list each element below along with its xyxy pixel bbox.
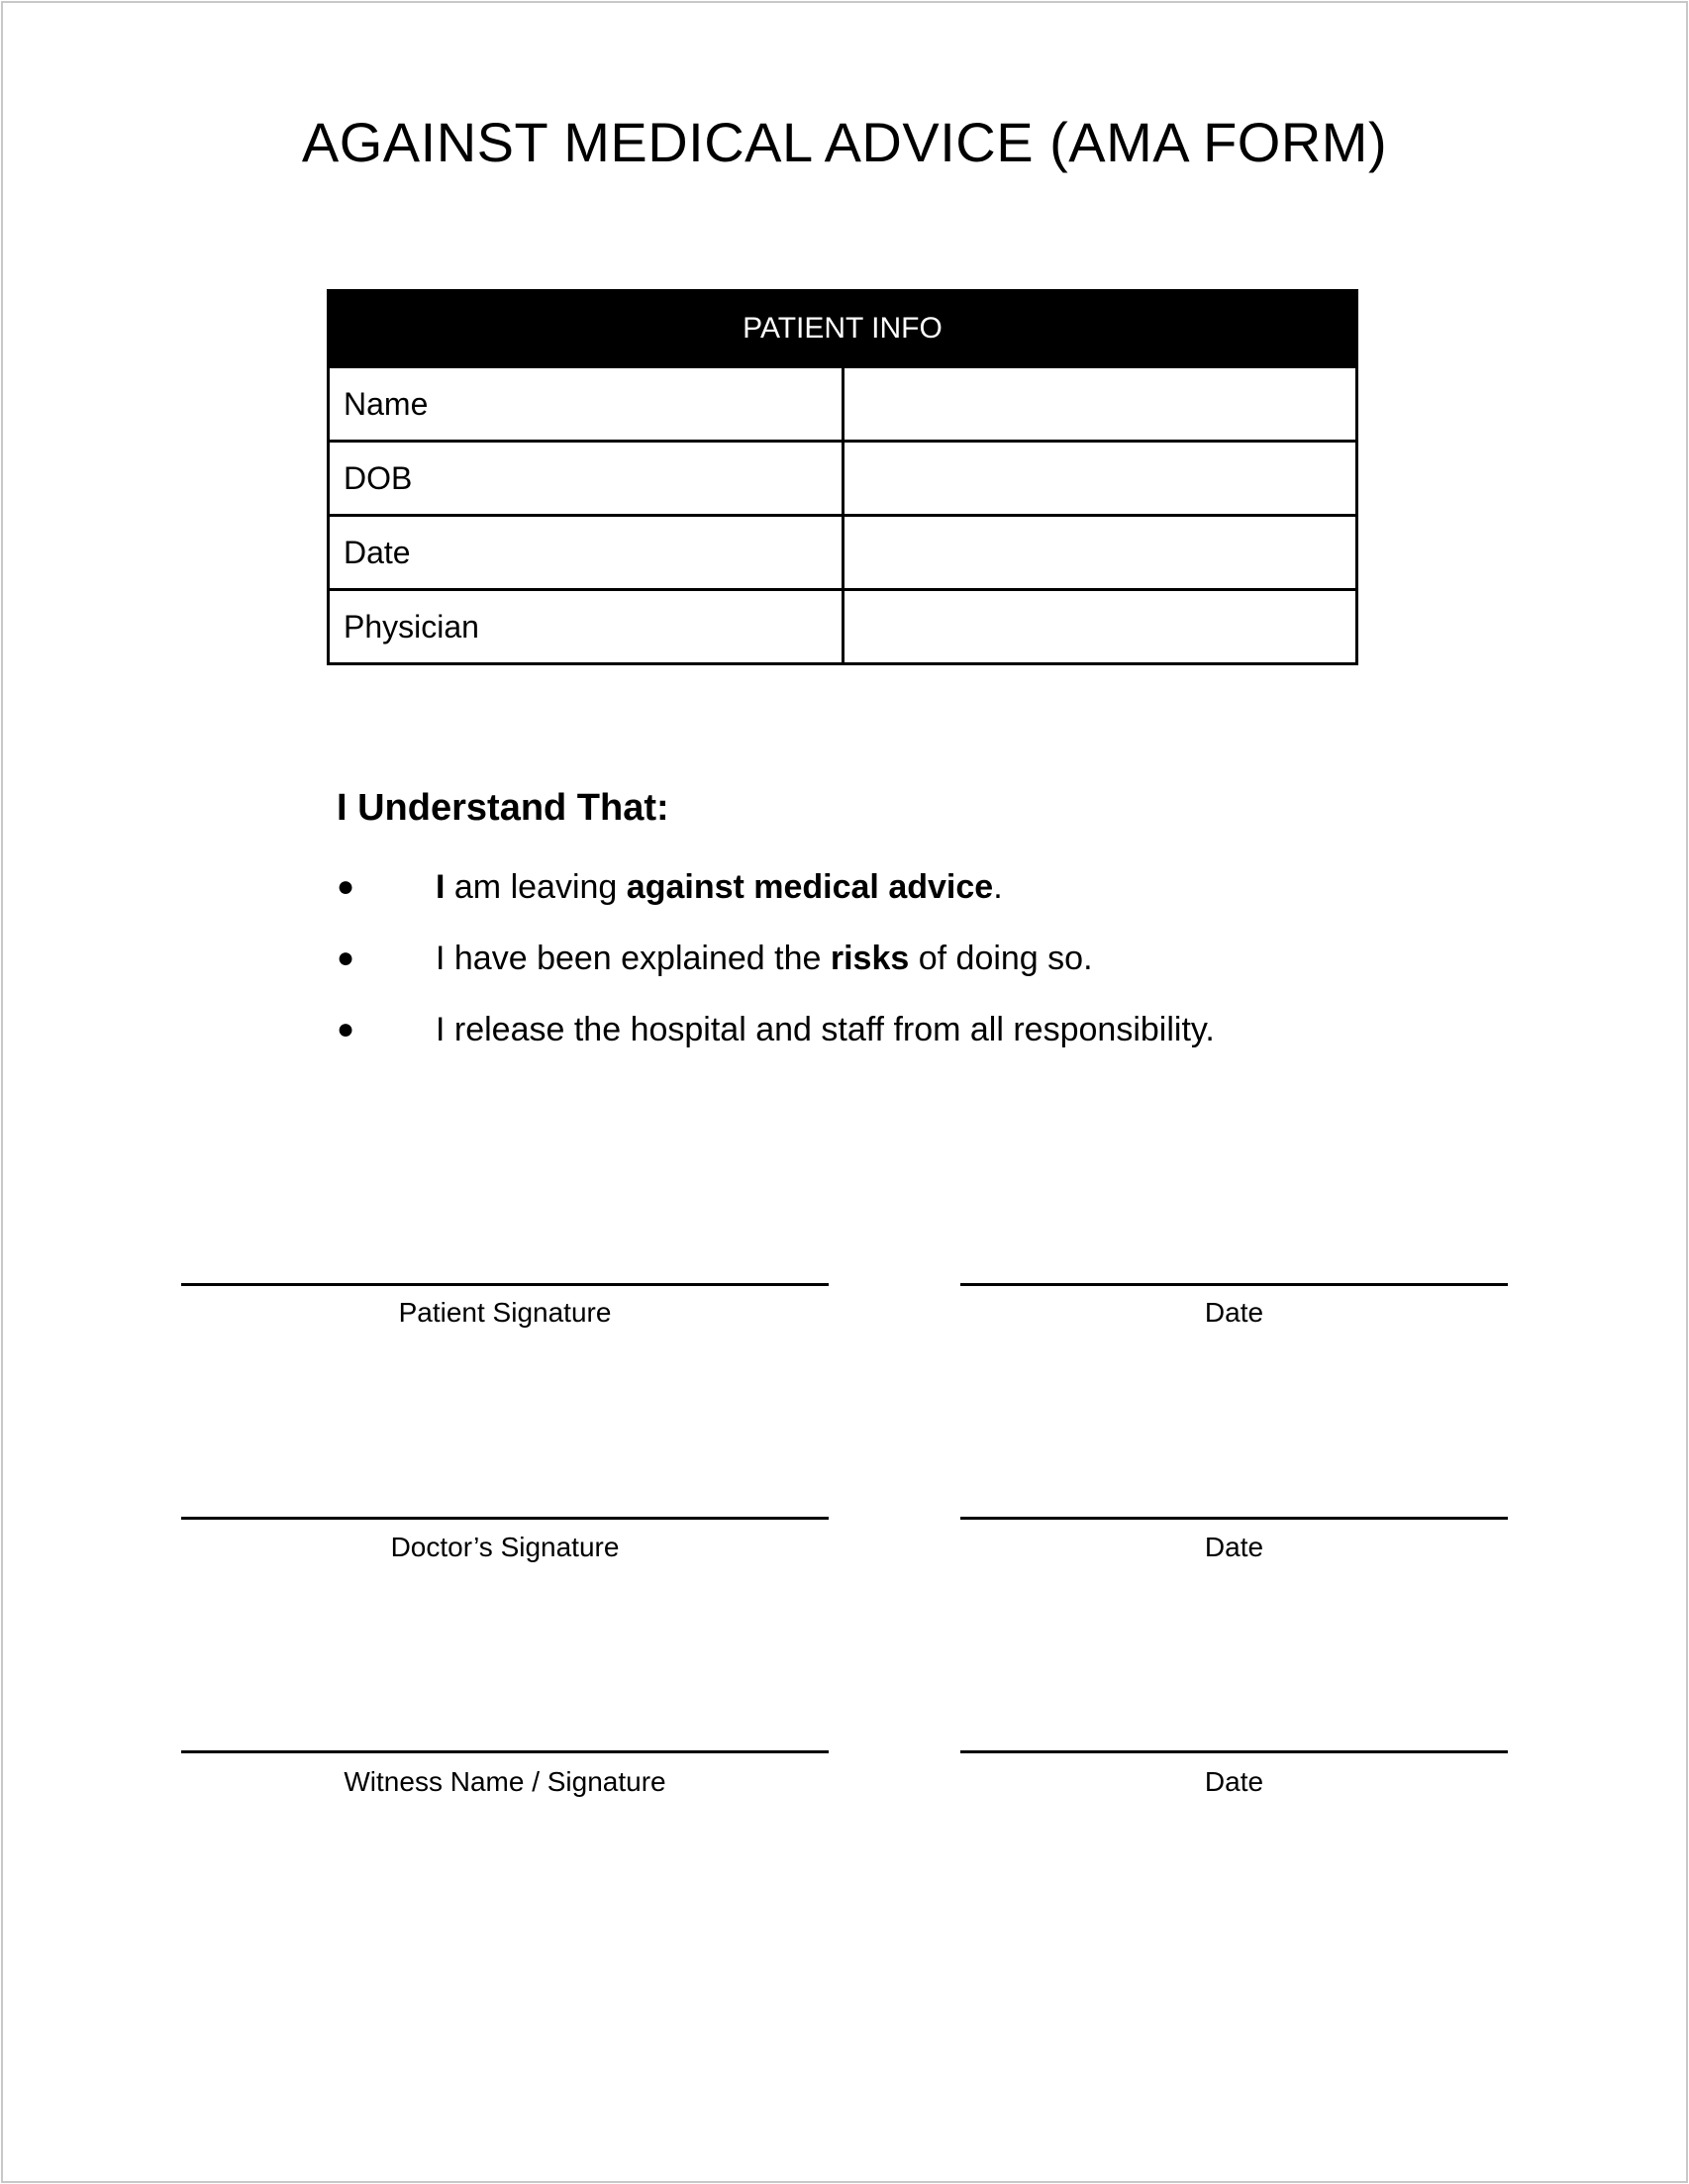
date-label: Date (329, 516, 844, 590)
statement-text: I am leaving against medical advice. (436, 868, 1003, 906)
patient-date-label: Date (1204, 1297, 1264, 1328)
physician-label: Physician (329, 590, 844, 664)
bullet-icon: ● (337, 870, 355, 903)
patient-signature-label: Patient Signature (398, 1297, 612, 1328)
table-row (329, 442, 1357, 516)
table-row (329, 367, 1357, 442)
name-field[interactable] (843, 367, 1357, 442)
table-row (329, 516, 1357, 590)
doctor-signature-label: Doctor’s Signature (390, 1532, 620, 1562)
witness-signature-line[interactable] (181, 1750, 829, 1753)
understanding-heading: I Understand That: (337, 787, 669, 829)
bullet-icon: ● (337, 1013, 355, 1045)
witness-date-label: Date (1204, 1766, 1264, 1797)
bullet-icon: ● (337, 942, 355, 974)
table-row (329, 590, 1357, 664)
date-field[interactable] (843, 516, 1357, 590)
physician-field[interactable] (843, 590, 1357, 664)
doctor-date-label: Date (1204, 1532, 1264, 1562)
doctor-signature-line[interactable] (181, 1517, 829, 1520)
dob-field[interactable] (843, 442, 1357, 516)
form-title: AGAINST MEDICAL ADVICE (AMA FORM) (301, 111, 1388, 173)
patient-info-table (327, 289, 1358, 665)
dob-label: DOB (329, 442, 844, 516)
name-label: Name (329, 367, 844, 442)
patient-date-line[interactable] (960, 1283, 1508, 1286)
doctor-date-line[interactable] (960, 1517, 1508, 1520)
patient-signature-line[interactable] (181, 1283, 829, 1286)
statement-text: I release the hospital and staff from all responsibility. (436, 1011, 1215, 1048)
statement-text: I have been explained the risks of doing so. (436, 940, 1093, 977)
witness-date-line[interactable] (960, 1750, 1508, 1753)
witness-signature-label: Witness Name / Signature (344, 1766, 666, 1797)
patient-info-header: PATIENT INFO (329, 291, 1357, 367)
